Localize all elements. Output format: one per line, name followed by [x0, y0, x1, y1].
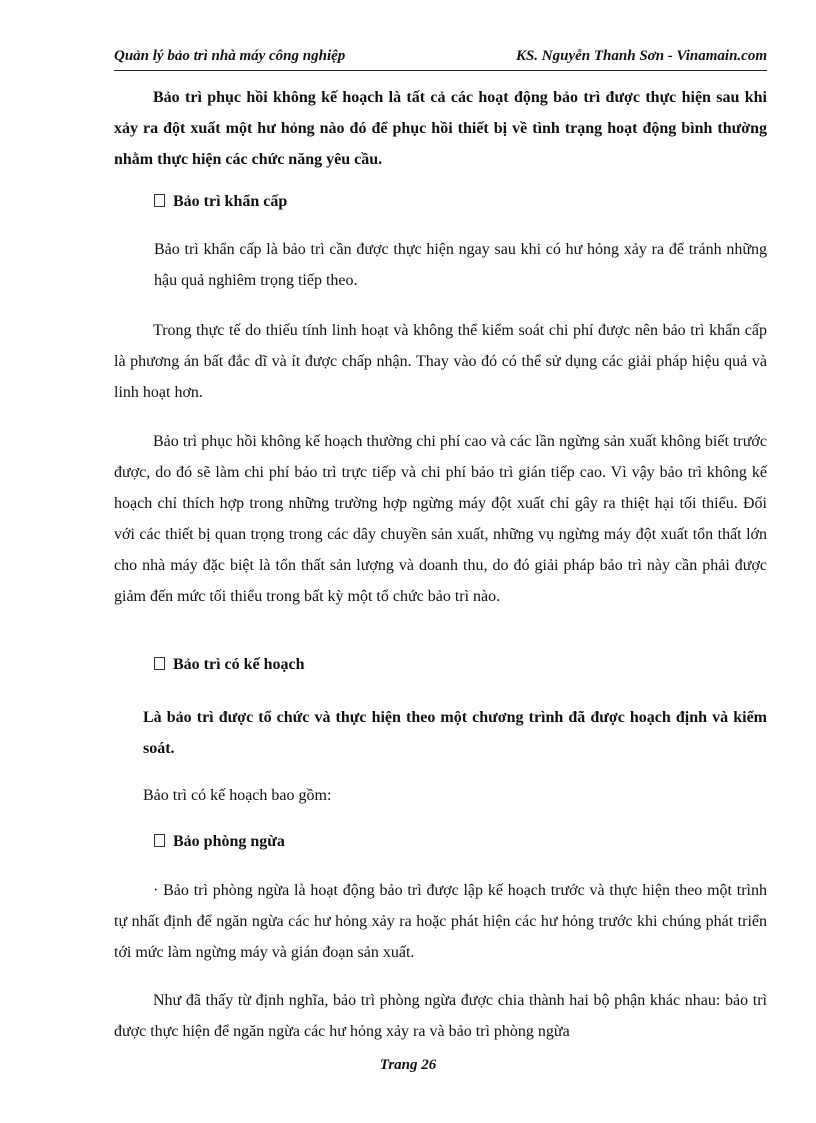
- paragraph-planned-includes: Bảo trì có kế hoạch bao gồm:: [143, 787, 332, 804]
- header-author: KS. Nguyễn Thanh Sơn - Vinamain.com: [515, 48, 767, 64]
- paragraph-planned-definition: Là bảo trì được tổ chức và thực hiện theo một chương trình đã được hoạch định và kiểm soát.: [143, 709, 767, 757]
- paragraph-preventive-definition: · Bảo trì phòng ngừa là hoạt động bảo trì được lập kế hoạch trước và thực hiện theo một trình tự nhất định để ngăn ngừa các hư hỏng xảy ra hoặc phát hiện các hư hỏng trước khi chúng phát triển tới mức làm ngừng máy và gián đoạn sản xuất.: [114, 882, 767, 961]
- page-number: Trang 26: [379, 1057, 437, 1073]
- page-header: [114, 46, 767, 71]
- heading-emergency-maintenance: [154, 190, 287, 214]
- paragraph-emergency-definition: Bảo trì khẩn cấp là bảo trì cần được thực hiện ngay sau khi có hư hỏng xảy ra để tránh những hậu quả nghiêm trọng tiếp theo.: [154, 241, 767, 289]
- paragraph-preventive-types: Như đã thấy từ định nghĩa, bảo trì phòng ngừa được chia thành hai bộ phận khác nhau: bảo trì được thực hiện để ngăn ngừa các hư hỏng xảy ra và bảo trì phòng ngừa: [114, 992, 767, 1040]
- heading-planned-maintenance: [154, 653, 305, 677]
- heading-text: Bảo trì có kế hoạch: [173, 656, 305, 673]
- heading-text: Bảo phòng ngừa: [173, 833, 285, 850]
- heading-preventive-maintenance: [154, 830, 285, 854]
- paragraph-unplanned-definition: Bảo trì phục hồi không kế hoạch là tất cả các hoạt động bảo trì được thực hiện sau khi xảy ra đột xuất một hư hỏng nào đó để phục hồi thiết bị về tình trạng hoạt động bình thường nhằm thực hiện các chức năng yêu cầu.: [114, 89, 767, 168]
- heading-text: Bảo trì khẩn cấp: [173, 193, 288, 210]
- checkbox-bullet-icon: [154, 194, 165, 207]
- paragraph-emergency-practice: Trong thực tế do thiếu tính linh hoạt và không thể kiểm soát chi phí được nên bảo trì khẩn cấp là phương án bất đắc dĩ và ít được chấp nhận. Thay vào đó có thể sử dụng các giải pháp hiệu quả và linh hoạt hơn.: [114, 322, 767, 401]
- checkbox-bullet-icon: [154, 657, 165, 670]
- checkbox-bullet-icon: [154, 834, 165, 847]
- header-title: Quản lý bảo trì nhà máy công nghiệp: [114, 48, 346, 64]
- paragraph-unplanned-cost: Bảo trì phục hồi không kế hoạch thường chi phí cao và các lần ngừng sản xuất không biết trước được, do đó sẽ làm chi phí bảo trì trực tiếp và chi phí bảo trì gián tiếp cao. Vì vậy bảo trì không kế hoạch chỉ thích hợp trong những trường hợp ngừng máy đột xuất chỉ gây ra thiệt hại tối thiểu. Đối với các thiết bị quan trọng trong các dây chuyền sản xuất, những vụ ngừng máy đột xuất tổn thất lớn cho nhà máy đặc biệt là tổn thất sản lượng và doanh thu, do đó giải pháp bảo trì này cần phải được giảm đến mức tối thiểu trong bất kỳ một tổ chức bảo trì nào.: [114, 433, 767, 605]
